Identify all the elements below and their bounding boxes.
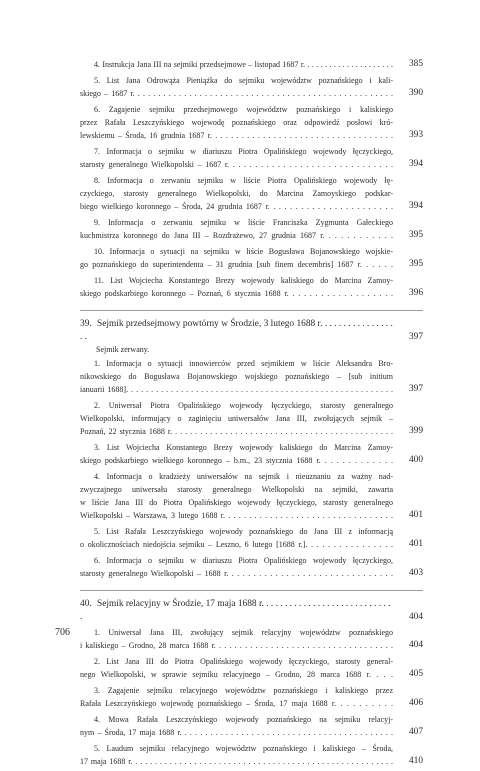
- toc-entry-line: Wielkopolski, informujący o zaginięciu uniwersałów Jana III, zwołujących sejmik –: [80, 414, 393, 423]
- toc-entry-line: 5. Laudum sejmiku relacyjnego województw poznańskiego i kaliskiego – Środa,: [94, 744, 393, 753]
- page-number: 706: [55, 627, 70, 638]
- toc-entry-line: 2. Uniwersał Piotra Opalińskiego wojewody łęczyckiego, starosty generalnego: [94, 401, 393, 410]
- section-number: 39.: [80, 319, 92, 329]
- toc-entry: [80, 441, 423, 467]
- toc-entry-line: starosty generalnego Wielkopolski – 1688 r. . . . . . . . . . . . . . . . . . . . . . . . . . . . . . .: [80, 569, 393, 578]
- page-ref: 394: [408, 201, 423, 211]
- page-ref: 399: [408, 426, 423, 436]
- page-ref: 405: [408, 669, 423, 679]
- page-ref: 403: [408, 568, 423, 578]
- toc-entry: [80, 655, 423, 681]
- page-ref: 393: [408, 130, 423, 140]
- page-ref: 396: [408, 288, 423, 298]
- toc-entry-line: skiego podskarbiego koronnego – Poznań, 6 stycznia 1688 r. . . . . . . . . . . . . . . . . . .: [80, 289, 393, 298]
- page-ref: 385: [408, 59, 423, 69]
- toc-entry: [80, 74, 423, 100]
- toc-entry-line: 8. Informacja o zerwaniu sejmiku w liście Piotra Opalińskiego wojewody łę-: [94, 176, 393, 185]
- page-ref: 401: [408, 539, 423, 549]
- section-39-heading: [80, 318, 423, 344]
- toc-entry-line: 6. Zagajenie sejmiku przedsejmowego województw poznańskiego i kaliskiego: [94, 105, 393, 114]
- toc-entry-line: biego wielkiego koronnego – Środa, 24 grudnia 1687 r. . . . . . . . . . . . . . . . . . . . . . .: [80, 202, 393, 211]
- toc-entry-line: 1. Uniwersał Jana III, zwołujący sejmik relacyjny województw poznańskiego: [94, 628, 393, 637]
- toc-entry-line: Wielkopolski – Warszawa, 3 lutego 1688 r. . . . . . . . . . . . . . . . . . . . . . . . . . . . . . . . .: [80, 511, 393, 520]
- section-subtitle: Sejmik zerwany.: [96, 345, 150, 354]
- toc-entry-line: o okolicznościach niedojścia sejmiku – Leszno, 6 lutego [1688 r.]. . . . . . . . . . . . . . . .: [80, 540, 393, 549]
- toc-entry: [80, 103, 423, 142]
- toc-entry-line: Poznań, 22 stycznia 1688 r. . . . . . . . . . . . . . . . . . . . . . . . . . . . . . . . . . . . . . . . . . . . .: [80, 427, 393, 436]
- section-divider: [80, 590, 423, 591]
- toc-entry-line: skiego – 1687 r. . . . . . . . . . . . . . . . . . . . . . . . . . . . . . . . . . . . . . . . . . . . . . . . . . .: [80, 89, 393, 98]
- toc-entry-line: lewskiemu – Środa, 16 grudnia 1687 r. . . . . . . . . . . . . . . . . . . . . . . . . . . . . . . . . . .: [80, 131, 393, 140]
- toc-entry-line: w liście Jana III do Piotra Opalińskiego wojewody łęczyckiego, starosty generalnego: [80, 498, 393, 507]
- toc-entry-line: zwyczajnego uniwersału starosty generalnego Wielkopolski na sejmiki, zawarta: [80, 485, 393, 494]
- page-ref: 397: [408, 384, 423, 394]
- toc-entry: [80, 554, 423, 580]
- toc-entry: [80, 274, 423, 300]
- toc-entry: [80, 525, 423, 551]
- section-number: 40.: [80, 599, 92, 609]
- table-of-contents: [80, 58, 423, 771]
- toc-entry: [80, 742, 423, 768]
- toc-entry: [80, 626, 423, 652]
- toc-block-section-38: [80, 58, 423, 300]
- toc-entry: [80, 245, 423, 271]
- toc-entry-line: 1. Informacja o sytuacji innowierców przed sejmikiem w liście Aleksandra Bro-: [94, 359, 393, 368]
- toc-entry-line: 6. Informacja o sejmiku w diariuszu Piotra Opalińskiego wojewody łęczyckiego,: [94, 556, 393, 565]
- toc-entry-line: nym – Środa, 17 maja 1688 r. . . . . . . . . . . . . . . . . . . . . . . . . . . . . . . . . . . . . . . . . .: [80, 728, 393, 737]
- toc-entry: [80, 145, 423, 171]
- toc-entry-line: go poznańskiego do superintendenta – 31 grudnia [sub finem decembris] 1687 r. . . . . .: [80, 260, 393, 269]
- toc-entry: [80, 684, 423, 710]
- toc-entry: [80, 357, 423, 396]
- page-ref: 394: [408, 159, 423, 169]
- page-ref: 400: [408, 455, 423, 465]
- toc-entry-line: 5. List Jana Odrowąża Pieniążka do sejmiku województw poznańskiego i kali-: [94, 76, 393, 85]
- toc-entry-line: 7. Informacja o sejmiku w diariuszu Piotra Opalińskiego wojewody łęczyckiego,: [94, 147, 393, 156]
- toc-entry-line: 3. Zagajenie sejmiku relacyjnego województw poznańskiego i kaliskiego przez: [94, 686, 393, 695]
- section-title-text: Sejmik przedsejmowy powtórny w Środzie, 3 lutego 1688 r. . . . . . . . . . . . . . . . . .: [80, 319, 393, 342]
- section-title-text: Sejmik relacyjny w Środzie, 17 maja 1688 r. . . . . . . . . . . . . . . . . . . . . . . . . . . . .: [80, 599, 391, 622]
- page-ref: 395: [408, 259, 423, 269]
- toc-entry-line: 9. Informacja o zerwaniu sejmiku w liście Franciszka Zygmunta Gałeckiego: [94, 218, 393, 227]
- toc-entry-line: 4. Instrukcja Jana III na sejmiki przedsejmowe – listopad 1687 r. . . . . . . . . . . . . . . . . . . . .: [94, 60, 393, 69]
- toc-entry-line: nego Wielkopolski, w sprawie sejmiku relacyjnego – Grodno, 28 marca 1688 r. . . .: [80, 670, 393, 679]
- toc-entry-line: 4. Mowa Rafała Leszczyńskiego wojewody poznańskiego na sejmiku relacyj-: [94, 715, 393, 724]
- toc-entry-line: nikowskiego do Bogusława Bojanowskiego wojskiego poznańskiego – [sub initium: [80, 372, 393, 381]
- toc-entry-line: przez Rafała Leszczyńskiego wojewodę poznańskiego oraz odpowiedź posłowi kró-: [80, 118, 393, 127]
- section-title: [80, 598, 393, 624]
- toc-entry-line: Rafała Leszczyńskiego wojewodę poznańskiego – Środa, 17 maja 1688 r. . . . . . . . . .: [80, 699, 393, 708]
- page-ref: 395: [408, 230, 423, 240]
- section-title: [80, 318, 393, 344]
- toc-entry: [80, 174, 423, 213]
- toc-entry-line: 5. List Rafała Leszczyńskiego wojewody poznańskiego do Jana III z informacją: [94, 527, 393, 536]
- page-ref: 397: [408, 332, 423, 342]
- toc-entry-line: 3. List Wojciecha Konstantego Brezy wojewody kaliskiego do Marcina Zamoy-: [94, 443, 393, 452]
- toc-entry-line: 4. Informacja o kradzieży uniwersałów na sejmik i nieuznaniu za ważny nad-: [94, 472, 393, 481]
- section-divider: [80, 310, 423, 311]
- toc-entry-line: 17 maja 1688 r. . . . . . . . . . . . . . . . . . . . . . . . . . . . . . . . . . . . . . . . . . . . . . . . . . . . . .: [80, 757, 393, 766]
- toc-entry: [80, 470, 423, 522]
- toc-entry-line: czyckiego, starosty generalnego Wielkopolski, do Marcina Zamoyskiego podskar-: [80, 189, 393, 198]
- page-ref: 407: [408, 727, 423, 737]
- page-ref: 406: [408, 698, 423, 708]
- toc-entry-line: 10. Informacja o sytuacji na sejmiku w liście Bogusława Bojanowskiego wojskie-: [94, 247, 393, 256]
- toc-entry-line: starosty generalnego Wielkopolski – 1687 r. . . . . . . . . . . . . . . . . . . . . . . . . . . . . .: [80, 160, 393, 169]
- toc-entry-line: 2. List Jana III do Piotra Opalińskiego wojewody łęczyckiego, starosty general-: [94, 657, 393, 666]
- toc-entry-line: i kaliskiego – Grodno, 28 marca 1688 r. . . . . . . . . . . . . . . . . . . . . . . . . . . . . . . . . . .: [80, 641, 393, 650]
- toc-entry: [80, 399, 423, 438]
- toc-entry: [80, 713, 423, 739]
- toc-entry: [80, 58, 423, 71]
- page-ref: 404: [408, 640, 423, 650]
- section-40-heading: [80, 598, 423, 624]
- toc-entry: [80, 216, 423, 242]
- toc-entry-line: kuchmistrza koronnego do Jana III – Rozdrażewo, 27 grudnia 1687 r. . . . . . . . . . . .: [80, 231, 393, 240]
- page-ref: 390: [408, 88, 423, 98]
- page-ref: 401: [408, 510, 423, 520]
- page-ref: 404: [408, 612, 423, 622]
- section-40-items: [80, 626, 423, 768]
- page-ref: 410: [408, 756, 423, 766]
- toc-entry-line: 11. List Wojciecha Konstantego Brezy wojewody kaliskiego do Marcina Zamoy-: [94, 276, 393, 285]
- toc-entry-line: skiego podskarbiego wielkiego koronnego – b.m., 23 stycznia 1688 r. . . . . . . . . . . . .: [80, 456, 393, 465]
- toc-entry-line: ianuarii 1688]. . . . . . . . . . . . . . . . . . . . . . . . . . . . . . . . . . . . . . . . . . . . . . . . . . . . . .: [80, 385, 393, 394]
- section-39-items: [80, 357, 423, 580]
